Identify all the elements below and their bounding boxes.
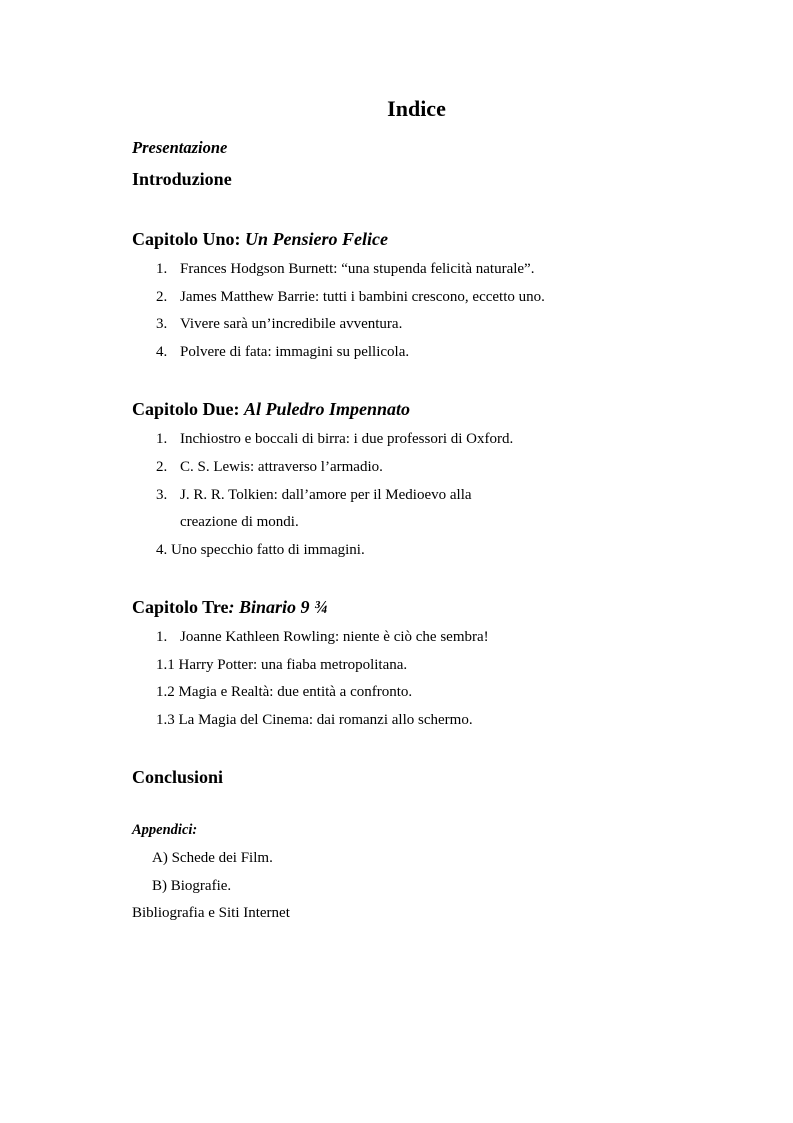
chapter-3-subitem: 1.2 Magia e Realtà: due entità a confronto. <box>156 684 413 700</box>
chapter-1-item <box>156 316 402 333</box>
item-number: 2. <box>156 459 168 475</box>
item-number: 3. <box>156 316 168 332</box>
page-title: Indice <box>387 96 446 121</box>
chapter-2-heading <box>132 399 410 420</box>
item-text: Inchiostro e boccali di birra: i due professori di Oxford. <box>180 431 514 447</box>
chapter-3-subitem: 1.3 La Magia del Cinema: dai romanzi allo schermo. <box>156 712 473 728</box>
item-number: 3. <box>156 487 168 503</box>
chapter-1-label: Capitolo Uno: <box>132 229 246 249</box>
toc-entry-bibliografia: Bibliografia e Siti Internet <box>132 905 290 921</box>
toc-entry-introduzione: Introduzione <box>132 169 232 189</box>
item-text: Vivere sarà un’incredibile avventura. <box>180 316 403 332</box>
item-number: 1. <box>156 629 168 645</box>
item-text: Joanne Kathleen Rowling: niente è ciò che sembra! <box>180 629 489 645</box>
item-text: Frances Hodgson Burnett: “una stupenda felicità naturale”. <box>180 261 535 277</box>
chapter-2-item <box>156 431 513 448</box>
appendici-heading: Appendici: <box>132 822 198 838</box>
item-number: 4. <box>156 344 168 360</box>
chapter-2-item: 4. Uno specchio fatto di immagini. <box>156 542 365 558</box>
chapter-2-label: Capitolo Due: <box>132 399 244 419</box>
chapter-3-subitem: 1.1 Harry Potter: una fiaba metropolitana. <box>156 657 408 673</box>
chapter-3-label: Capitolo Tre <box>132 597 229 617</box>
chapter-1-subtitle: Un Pensiero Felice <box>245 229 388 249</box>
chapter-2-item <box>156 487 472 504</box>
chapter-1-heading <box>132 229 388 250</box>
chapter-1-item <box>156 261 534 278</box>
chapter-2-item <box>156 459 383 476</box>
item-number: 2. <box>156 289 168 305</box>
item-number: 1. <box>156 431 168 447</box>
toc-entry-presentazione: Presentazione <box>132 138 228 157</box>
item-text: J. R. R. Tolkien: dall’amore per il Medioevo alla <box>180 487 472 503</box>
toc-entry-conclusioni: Conclusioni <box>132 767 224 787</box>
appendix-item: A) Schede dei Film. <box>152 850 273 866</box>
appendix-item: B) Biografie. <box>152 878 232 894</box>
item-text: C. S. Lewis: attraverso l’armadio. <box>180 459 383 475</box>
chapter-3-heading <box>132 597 328 618</box>
chapter-2-subtitle: Al Puledro Impennato <box>244 399 411 419</box>
chapter-1-item <box>156 289 545 306</box>
chapter-3-item <box>156 629 489 646</box>
chapter-3-subtitle: : Binario 9 ¾ <box>228 597 328 617</box>
chapter-1-item <box>156 344 409 361</box>
item-text: Polvere di fata: immagini su pellicola. <box>180 344 410 360</box>
chapter-2-item-continuation: creazione di mondi. <box>180 514 299 530</box>
item-text: James Matthew Barrie: tutti i bambini crescono, eccetto uno. <box>180 289 545 305</box>
item-number: 1. <box>156 261 168 277</box>
